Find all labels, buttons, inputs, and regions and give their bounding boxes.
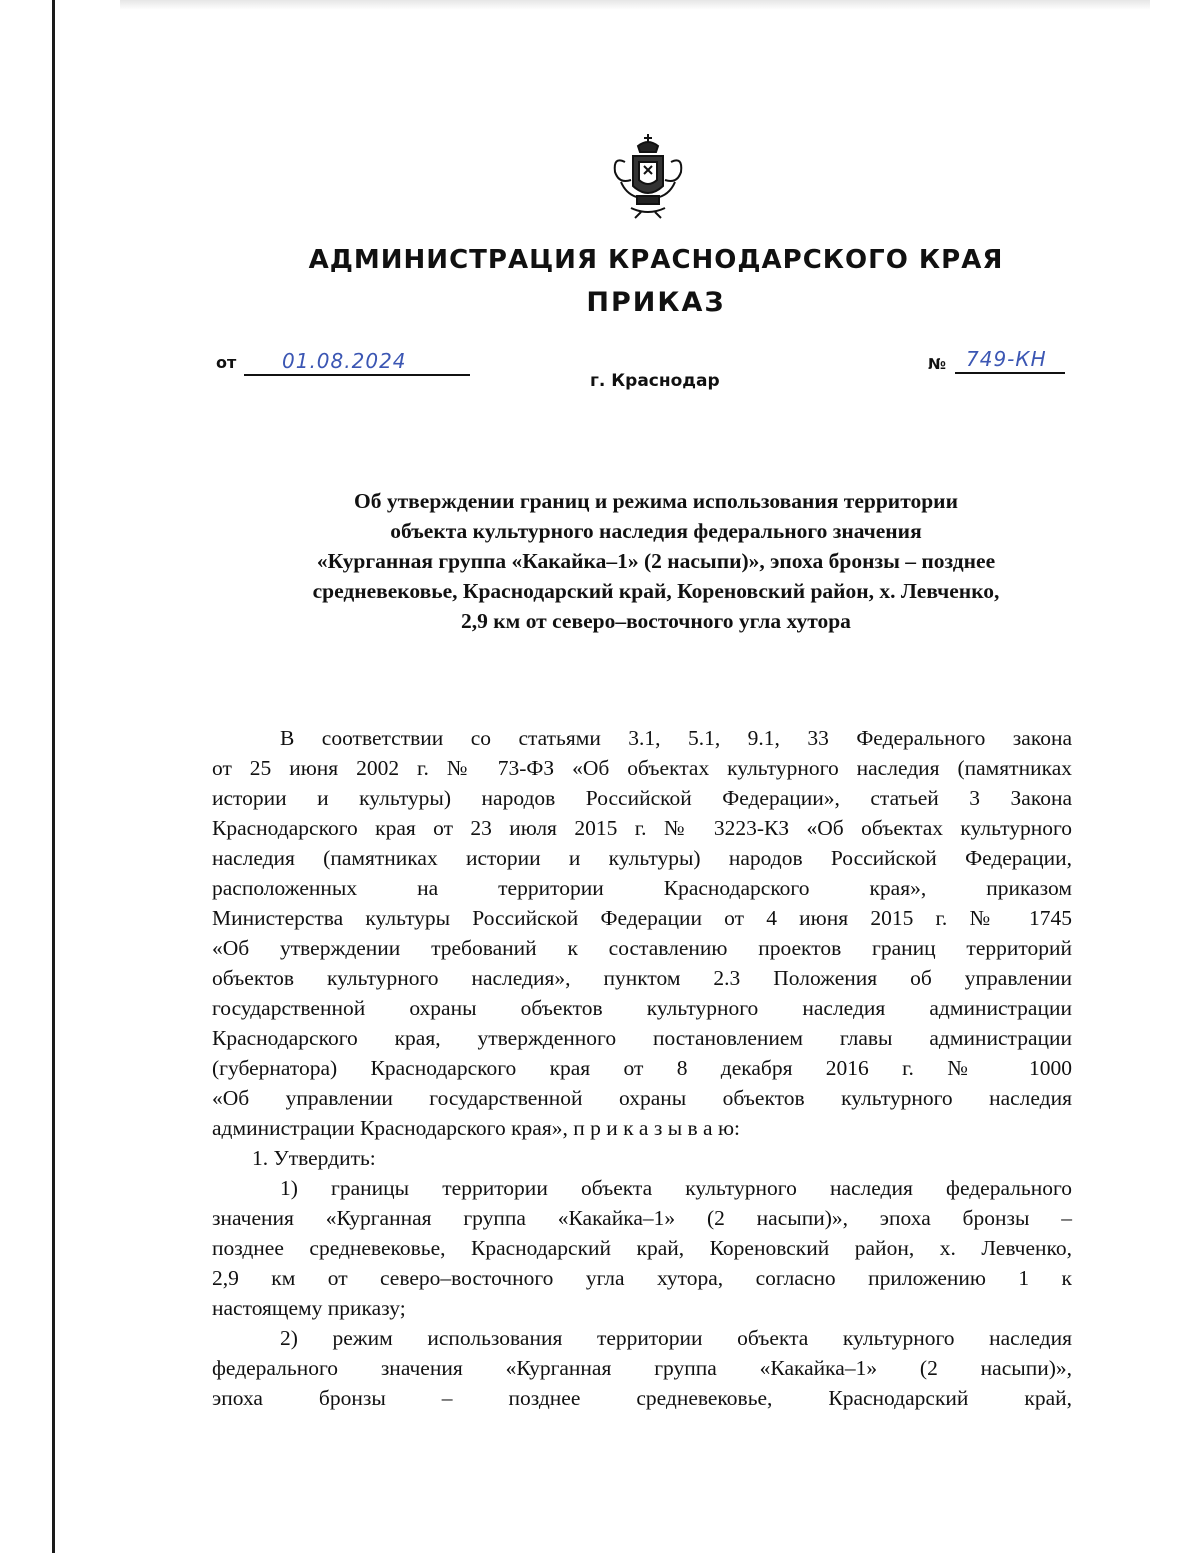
title-line: «Курганная группа «Какайка–1» (2 насыпи)», эпоха бронзы – позднее [316, 549, 996, 573]
scan-left-edge [52, 0, 55, 1553]
body-line: наследия (памятниках истории и культуры) народов Российской Федерации, [212, 846, 1072, 870]
city: г. Краснодар [590, 371, 720, 391]
number-label: № [928, 355, 947, 373]
handwritten-number: 749-КН [966, 347, 1047, 371]
body-line: «Об управлении государственной охраны объектов культурного наследия [212, 1086, 1072, 1110]
body-line: (губернатора) Краснодарского края от 8 декабря 2016 г. № 1000 [212, 1056, 1072, 1080]
date-underline [244, 374, 470, 376]
body-line: государственной охраны объектов культурного наследия администрации [212, 996, 1072, 1020]
body-line: объектов культурного наследия», пунктом 2.3 Положения об управлении [212, 966, 1072, 990]
title-line: Об утверждении границ и режима использования территории [354, 489, 958, 513]
date-label: от [216, 353, 237, 372]
body-line: федерального значения «Курганная группа «Какайка–1» (2 насыпи)», [212, 1356, 1072, 1380]
body-line: настоящему приказу; [212, 1296, 406, 1320]
body-line: расположенных на территории Краснодарского края», приказом [212, 876, 1072, 900]
order-body [212, 723, 1072, 1413]
body-line: истории и культуры) народов Российской Федерации», статьей 3 Закона [212, 786, 1072, 810]
body-line: 1. Утвердить: [252, 1146, 376, 1170]
handwritten-date: 01.08.2024 [282, 349, 407, 373]
body-line: от 25 июня 2002 г. № 73-ФЗ «Об объектах культурного наследия (памятниках [212, 756, 1072, 780]
body-line: Краснодарского края от 23 июля 2015 г. № 3223-КЗ «Об объектах культурного [212, 816, 1072, 840]
body-line: 2,9 км от северо–восточного угла хутора, согласно приложению 1 к [212, 1266, 1072, 1290]
body-line: позднее средневековье, Краснодарский край, Кореновский район, х. Левченко, [212, 1236, 1072, 1260]
body-line: администрации Краснодарского края», п р и к а з ы в а ю: [212, 1116, 741, 1140]
number-underline [955, 372, 1065, 374]
coat-of-arms-emblem [611, 132, 685, 220]
body-line: эпоха бронзы – позднее средневековье, Краснодарский край, [212, 1386, 1072, 1410]
title-line: 2,9 км от северо–восточного угла хутора [461, 609, 851, 633]
body-line: В соответствии со статьями 3.1, 5.1, 9.1, 33 Федерального закона [280, 726, 1072, 750]
title-line: средневековье, Краснодарский край, Кореновский район, х. Левченко, [312, 579, 1000, 603]
order-title [200, 486, 1112, 636]
body-line: «Об утверждении требований к составлению проектов границ территорий [212, 936, 1072, 960]
body-line: Министерства культуры Российской Федерации от 4 июня 2015 г. № 1745 [212, 906, 1072, 930]
title-line: объекта культурного наследия федерального значения [390, 519, 922, 543]
body-line: значения «Курганная группа «Какайка–1» (2 насыпи)», эпоха бронзы – [212, 1206, 1072, 1230]
document-type: ПРИКАЗ [586, 287, 726, 318]
body-line: Краснодарского края, утвержденного постановлением главы администрации [212, 1026, 1072, 1050]
body-line: 1) границы территории объекта культурного наследия федерального [280, 1176, 1072, 1200]
issuing-authority: АДМИНИСТРАЦИЯ КРАСНОДАРСКОГО КРАЯ [308, 245, 1004, 275]
body-line: 2) режим использования территории объекта культурного наследия [280, 1326, 1072, 1350]
scan-top-smudge [120, 0, 1150, 10]
